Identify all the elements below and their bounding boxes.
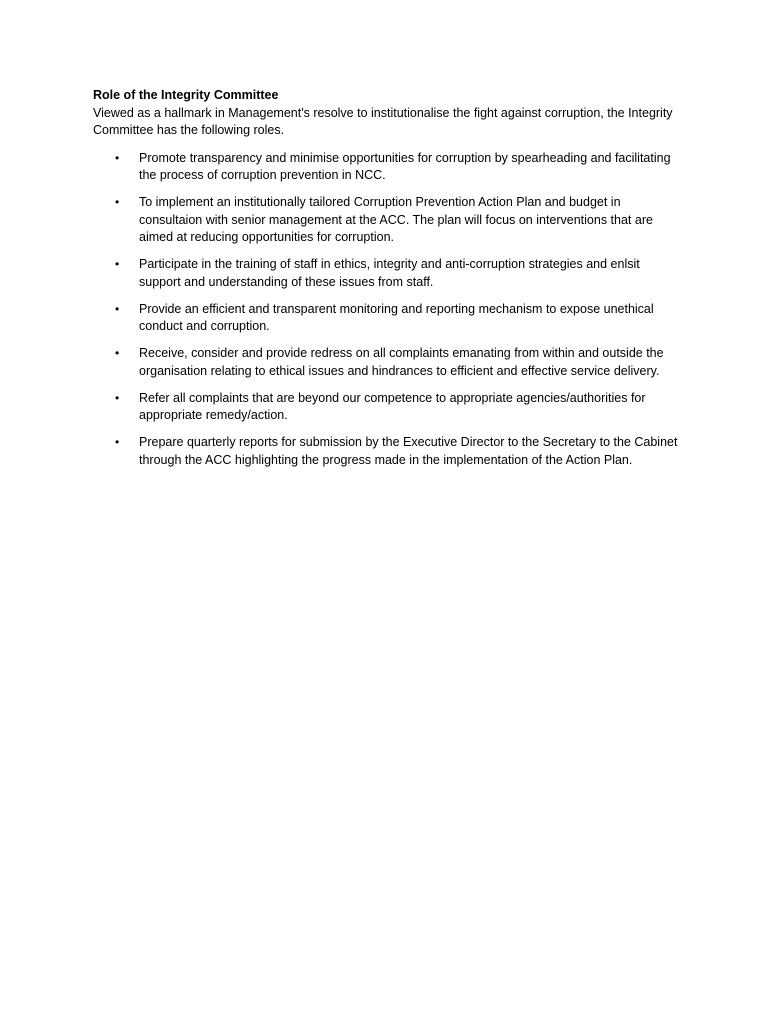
bullet-icon: • [115,301,120,316]
list-item [93,301,683,336]
list-item [93,390,683,425]
bullet-icon: • [115,346,120,360]
document-page [93,87,683,479]
intro-paragraph: Viewed as a hallmark in Management's resolve to institutionalise the fight against corruption, the Integrity Committee has the following roles. [93,105,673,137]
list-item [93,194,683,247]
list-item-text: To implement an institutionally tailored Corruption Prevention Action Plan and budget in consultaion with senior management at the ACC. The plan will focus on interventions that are aimed at reducing opportunities for corruption. [139,195,653,244]
list-item [93,150,683,185]
bullet-icon: • [115,195,120,209]
bullet-icon: • [115,257,120,271]
list-item-text: Prepare quarterly reports for submission by the Executive Director to the Secretary to the Cabinet through the ACC highlighting the progress made in the implementation of the Action Plan. [139,435,678,467]
bullet-icon: • [115,435,120,449]
list-item-text: Refer all complaints that are beyond our competence to appropriate agencies/authorities for appropriate remedy/action. [139,390,646,422]
bullet-icon: • [115,150,120,165]
roles-list [93,150,683,470]
list-item [93,434,683,469]
list-item [93,256,683,291]
section-heading: Role of the Integrity Committee [93,88,279,102]
list-item-text: Promote transparency and minimise opportunities for corruption by spearheading and facilitating the process of corruption prevention in NCC. [139,150,671,182]
list-item-text: Receive, consider and provide redress on all complaints emanating from within and outside the organisation relating to ethical issues and hindrances to efficient and effective service delivery. [139,346,664,378]
list-item-text: Provide an efficient and transparent monitoring and reporting mechanism to expose unethical conduct and corruption. [139,301,654,333]
bullet-icon: • [115,390,120,405]
list-item-text: Participate in the training of staff in ethics, integrity and anti-corruption strategies and enlsit support and understanding of these issues from staff. [139,257,640,289]
list-item [93,345,683,380]
